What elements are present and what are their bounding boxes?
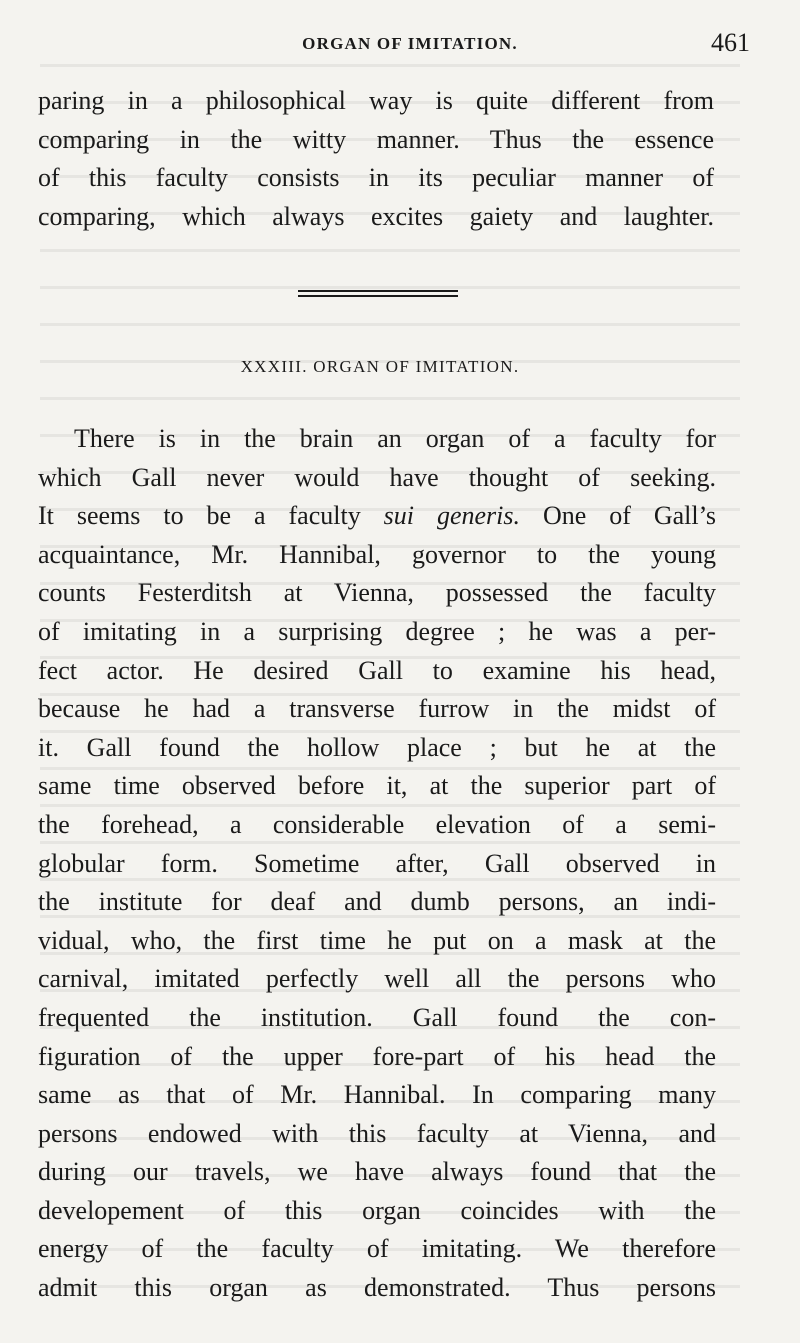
text-line: developement of this organ coincides with the: [38, 1195, 716, 1225]
text-line: [38, 497, 716, 536]
text-line: which Gall never would have thought of seeking.: [38, 462, 716, 492]
text-line: counts Festerditsh at Vienna, possessed the faculty: [38, 578, 716, 608]
text-line: during our travels, we have always found that the: [38, 1157, 716, 1187]
text-line: the forehead, a considerable elevation of a semi-: [38, 809, 716, 839]
text-line: energy of the faculty of imitating. We therefore: [38, 1234, 716, 1264]
text-line: frequented the institution. Gall found the con-: [38, 1002, 716, 1032]
text-fragment: It seems to be a faculty: [38, 501, 384, 531]
section-body: [38, 420, 716, 1308]
latin-phrase: sui generis.: [383, 501, 521, 531]
text-line: comparing, which always excites gaiety and laughter.: [38, 201, 714, 231]
text-line: figuration of the upper fore-part of his head the: [38, 1041, 716, 1071]
text-line: because he had a transverse furrow in the midst of: [38, 694, 716, 724]
continued-paragraph: [38, 82, 714, 236]
section-heading: XXXIII. ORGAN OF IMITATION.: [240, 357, 520, 376]
text-line: carnival, imitated perfectly well all the persons who: [38, 964, 716, 994]
text-line: persons endowed with this faculty at Vienna, and: [38, 1118, 716, 1148]
text-line: fect actor. He desired Gall to examine his head,: [38, 655, 716, 685]
text-line: same time observed before it, at the superior part of: [38, 771, 716, 801]
text-line: the institute for deaf and dumb persons, an indi-: [38, 887, 716, 917]
text-line: same as that of Mr. Hannibal. In comparing many: [38, 1080, 716, 1110]
section-divider: [298, 290, 458, 297]
text-line: admit this organ as demonstrated. Thus persons: [38, 1273, 716, 1303]
text-line: of this faculty consists in its peculiar manner of: [38, 163, 714, 192]
text-line: globular form. Sometime after, Gall observed in: [38, 848, 716, 878]
divider-line-bottom: [298, 295, 458, 297]
divider-line-top: [298, 290, 458, 292]
text-fragment: One of Gall’s: [520, 501, 716, 531]
text-line: paring in a philosophical way is quite different from: [38, 86, 714, 115]
text-line: vidual, who, the first time he put on a mask at the: [38, 925, 716, 955]
running-head: [40, 28, 750, 62]
text-line: comparing in the witty manner. Thus the essence: [38, 124, 714, 154]
page-number: 461: [711, 28, 750, 57]
text-line: it. Gall found the hollow place ; but he at the: [38, 732, 716, 762]
running-head-title: ORGAN OF IMITATION.: [302, 34, 518, 53]
text-line: acquaintance, Mr. Hannibal, governor to the young: [38, 539, 716, 569]
text-line: of imitating in a surprising degree ; he was a per-: [38, 616, 716, 646]
text-line: There is in the brain an organ of a faculty for: [74, 424, 716, 453]
